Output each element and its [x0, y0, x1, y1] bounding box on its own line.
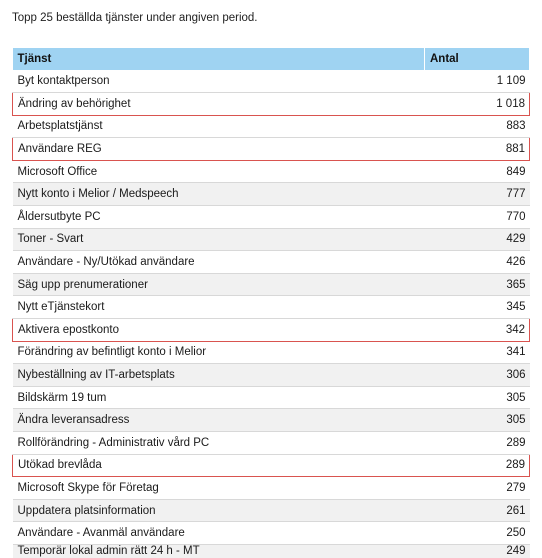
- order-count-cell: 1 018: [425, 93, 530, 116]
- order-count-cell: 305: [425, 386, 530, 409]
- column-header-count: Antal: [425, 48, 530, 70]
- table-row: [13, 183, 530, 206]
- order-count-cell: 249: [425, 544, 530, 558]
- service-name-cell: Ändra leveransadress: [13, 409, 425, 432]
- order-count-cell: 261: [425, 499, 530, 522]
- service-name-cell: Förändring av befintligt konto i Melior: [13, 341, 425, 364]
- service-name-cell: Rollförändring - Administrativ vård PC: [13, 432, 425, 455]
- table-row: [13, 386, 530, 409]
- order-count-cell: 777: [425, 183, 530, 206]
- table-row: [13, 206, 530, 229]
- table-row: [13, 341, 530, 364]
- table-row: [13, 160, 530, 183]
- service-name-cell: Uppdatera platsinformation: [13, 499, 425, 522]
- service-name-cell: Bildskärm 19 tum: [13, 386, 425, 409]
- service-name-cell: Användare - Avanmäl användare: [13, 522, 425, 545]
- service-name-cell: Användare REG: [13, 138, 425, 161]
- order-count-cell: 345: [425, 296, 530, 319]
- service-name-cell: Nybeställning av IT-arbetsplats: [13, 364, 425, 387]
- table-row: [13, 251, 530, 274]
- service-name-cell: Ändring av behörighet: [13, 93, 425, 116]
- table-row: [13, 477, 530, 500]
- table-row: [13, 70, 530, 93]
- service-name-cell: Toner - Svart: [13, 228, 425, 251]
- table-row: [13, 93, 530, 116]
- table-row: [13, 296, 530, 319]
- order-count-cell: 1 109: [425, 70, 530, 93]
- service-name-cell: Åldersutbyte PC: [13, 206, 425, 229]
- table-row: [13, 499, 530, 522]
- service-name-cell: Microsoft Office: [13, 160, 425, 183]
- order-count-cell: 426: [425, 251, 530, 274]
- order-count-cell: 305: [425, 409, 530, 432]
- table-row: [13, 115, 530, 138]
- column-header-service: Tjänst: [13, 48, 425, 70]
- table-row: [13, 228, 530, 251]
- table-header-row: [13, 48, 530, 70]
- service-name-cell: Microsoft Skype för Företag: [13, 477, 425, 500]
- service-name-cell: Temporär lokal admin rätt 24 h - MT: [13, 544, 425, 558]
- order-count-cell: 429: [425, 228, 530, 251]
- table-row: [13, 138, 530, 161]
- order-count-cell: 289: [425, 454, 530, 477]
- service-name-cell: Byt kontaktperson: [13, 70, 425, 93]
- service-name-cell: Aktivera epostkonto: [13, 319, 425, 342]
- service-name-cell: Användare - Ny/Utökad användare: [13, 251, 425, 274]
- report-intro-text: Topp 25 beställda tjänster under angiven period.: [12, 12, 258, 24]
- table-row: [13, 319, 530, 342]
- order-count-cell: 341: [425, 341, 530, 364]
- table-row: [13, 273, 530, 296]
- service-name-cell: Arbetsplatstjänst: [13, 115, 425, 138]
- table-row: [13, 432, 530, 455]
- order-count-cell: 881: [425, 138, 530, 161]
- order-count-cell: 883: [425, 115, 530, 138]
- order-count-cell: 342: [425, 319, 530, 342]
- order-count-cell: 306: [425, 364, 530, 387]
- table-row: [13, 364, 530, 387]
- order-count-cell: 289: [425, 432, 530, 455]
- top-services-table: [12, 48, 530, 558]
- order-count-cell: 770: [425, 206, 530, 229]
- order-count-cell: 250: [425, 522, 530, 545]
- order-count-cell: 365: [425, 273, 530, 296]
- table-row: [13, 454, 530, 477]
- service-name-cell: Nytt eTjänstekort: [13, 296, 425, 319]
- service-name-cell: Utökad brevlåda: [13, 454, 425, 477]
- service-name-cell: Nytt konto i Melior / Medspeech: [13, 183, 425, 206]
- table-row: [13, 522, 530, 545]
- order-count-cell: 279: [425, 477, 530, 500]
- service-name-cell: Säg upp prenumerationer: [13, 273, 425, 296]
- order-count-cell: 849: [425, 160, 530, 183]
- table-row: [13, 409, 530, 432]
